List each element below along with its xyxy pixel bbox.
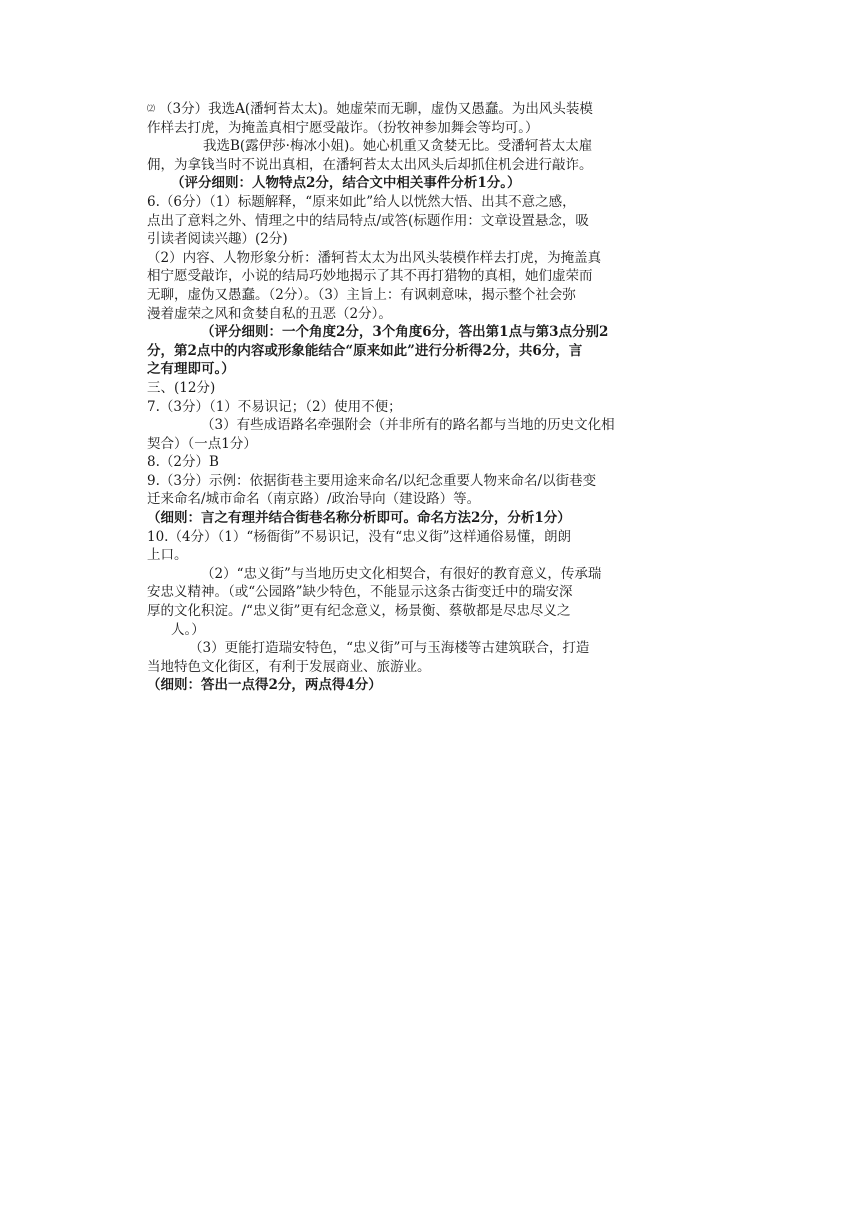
scoring-rule: （细则：答出一点得2分，两点得4分） bbox=[147, 677, 382, 694]
answer-line: 佣，为拿钱当时不说出真相，在潘轲苔太太出风头后却抓住机会进行敲诈。 bbox=[147, 156, 593, 173]
question-10: 10.（4分）（1）“杨衙街”不易识记，没有“忠义街”这样通俗易懂，朗朗 bbox=[147, 528, 572, 545]
answer-line: 无聊，虚伪又愚蠢。（2分）。（3）主旨上：有讽刺意味，揭示整个社会弥 bbox=[147, 286, 576, 303]
question-9: 9.（3分）示例：依据街巷主要用途来命名/以纪念重要人物来命名/以街巷变 bbox=[147, 472, 597, 489]
answer-line: 我选B(露伊莎·梅冰小姐)。她心机重又贪婪无比。受潘轲苔太太雇 bbox=[203, 138, 593, 155]
answer-line: 漫着虚荣之风和贪婪自私的丑恶（2分）。 bbox=[147, 305, 392, 322]
answer-line: 作样去打虎，为掩盖真相宁愿受敲诈。（扮牧神参加舞会等均可。） bbox=[147, 119, 539, 136]
question-8: 8.（2分）B bbox=[147, 454, 219, 471]
question-7: 7.（3分）（1）不易识记；（2）使用不便； bbox=[147, 398, 402, 415]
answer-line: （2）内容、人物形象分析：潘轲苔太太为出风头装模作样去打虎，为掩盖真 bbox=[147, 249, 602, 266]
answer-key-text bbox=[147, 100, 687, 695]
answer-line: 当地特色文化街区，有利于发展商业、旅游业。 bbox=[147, 658, 431, 675]
scoring-rule: （评分细则：人物特点2分，结合文中相关事件分析1分。） bbox=[171, 175, 521, 192]
answer-line: （3）有些成语路名牵强附会（并非所有的路名都与当地的历史文化相 bbox=[201, 417, 615, 434]
answer-line: 上口。 bbox=[147, 547, 188, 564]
answer-line: 点出了意料之外、情理之中的结局特点/或答(标题作用：文章设置悬念，吸 bbox=[147, 212, 589, 229]
scoring-rule: （评分细则：一个角度2分，3个角度6分，答出第1点与第3点分别2 bbox=[201, 324, 609, 341]
answer-line: 人。） bbox=[171, 621, 205, 638]
scoring-rule: 之有理即可。） bbox=[147, 361, 235, 378]
question-6: 6.（6分）（1）标题解释，“原来如此”给人以恍然大悟、出其不意之感， bbox=[147, 193, 576, 210]
answer-line: 引读者阅读兴趣）(2分) bbox=[147, 231, 288, 248]
section-heading: 三、(12分) bbox=[147, 379, 216, 396]
answer-line: 迁来命名/城市命名（南京路）/政治导向（建设路）等。 bbox=[147, 491, 481, 508]
scoring-rule: 分，第2点中的内容或形象能结合“原来如此”进行分析得2分，共6分，言 bbox=[147, 342, 583, 359]
answer-line: 契合）（一点1分） bbox=[147, 435, 257, 452]
scoring-rule: （细则：言之有理并结合街巷名称分析即可。命名方法2分，分析1分） bbox=[147, 510, 571, 527]
answer-line: （2）“忠义街”与当地历史文化相契合，有很好的教育意义，传承瑞 bbox=[201, 565, 602, 582]
answer-line: 相宁愿受敲诈，小说的结局巧妙地揭示了其不再打猎物的真相，她们虚荣而 bbox=[147, 268, 593, 285]
answer-text: （3分）我选A(潘轲苔太太)。她虚荣而无聊，虚伪又愚蠢。为出风头装模 bbox=[159, 101, 593, 117]
answer-line: （3）更能打造瑞安特色，“忠义街”可与玉海楼等古建筑联合，打造 bbox=[189, 640, 590, 657]
answer-line: 安忠义精神。（或“公园路”缺少特色，不能显示这条古街变迁中的瑞安深 bbox=[147, 584, 573, 601]
item-number: ⑵ bbox=[147, 104, 155, 113]
answer-line: 厚的文化积淀。/“忠义街”更有纪念意义，杨景衡、蔡敬都是尽忠尽义之 bbox=[147, 603, 571, 620]
answer-line bbox=[147, 100, 687, 119]
